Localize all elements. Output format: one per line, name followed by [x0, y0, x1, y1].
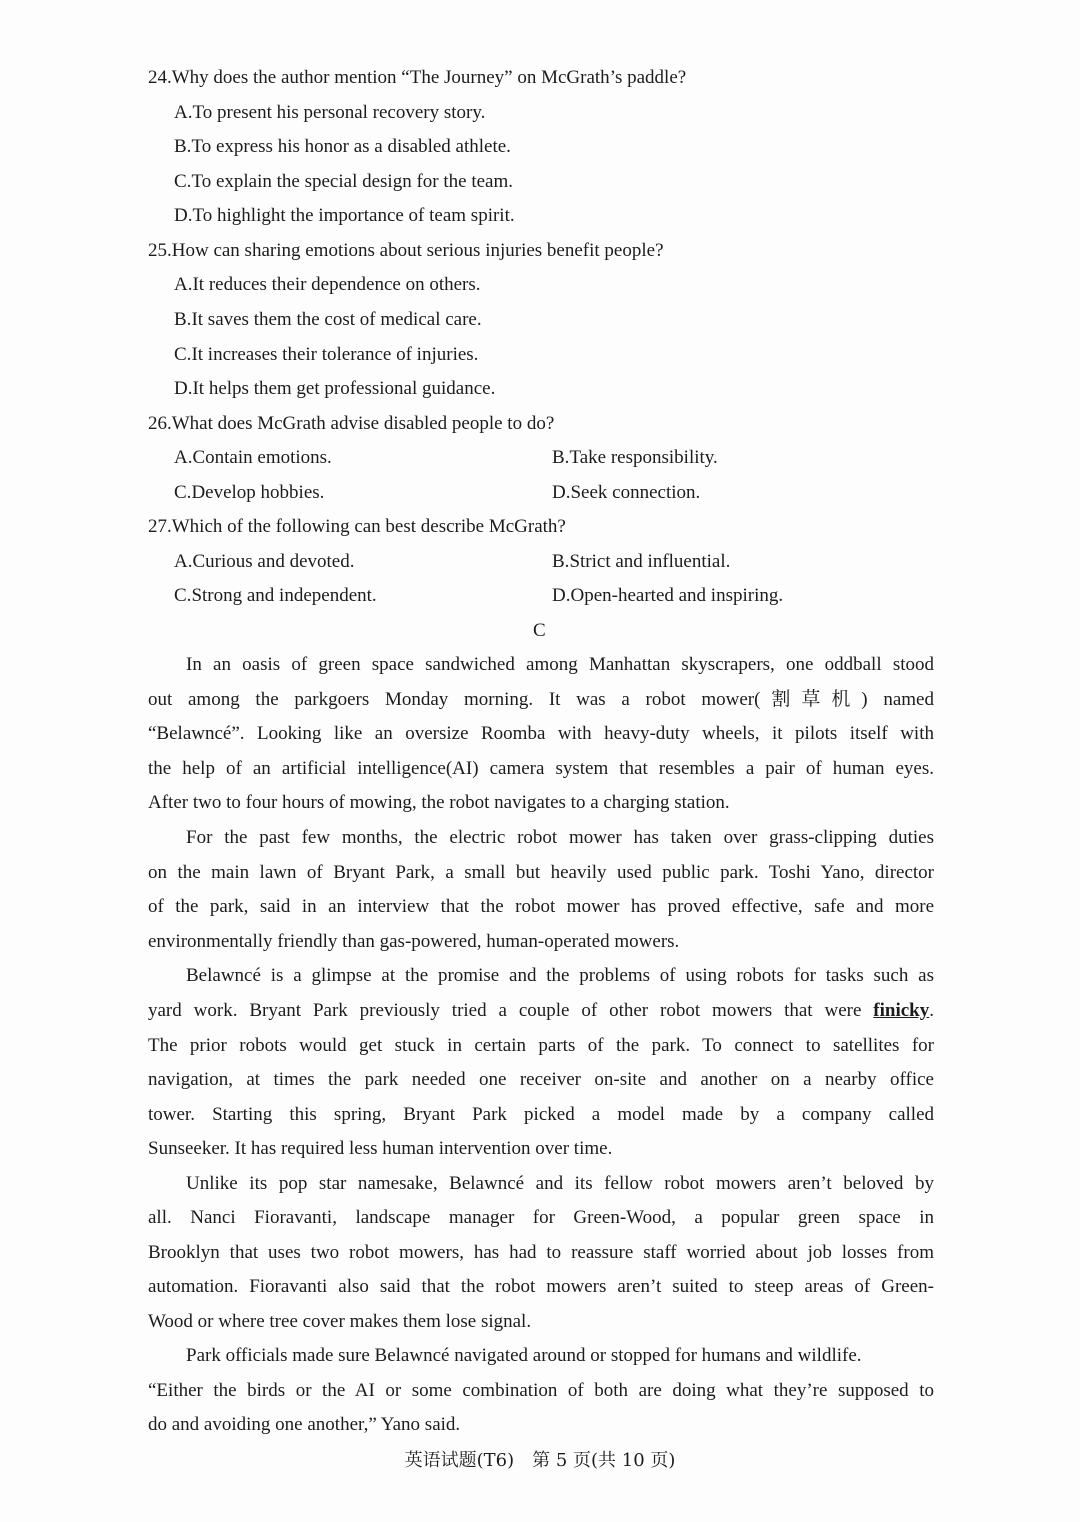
- question-text: How can sharing emotions about serious injuries benefit people?: [171, 240, 664, 261]
- passage-line: all. Nanci Fioravanti, landscape manager for Green-Wood, a popular green space in: [148, 1207, 934, 1228]
- q25-option-a: [174, 273, 481, 297]
- option-label: A.: [174, 447, 193, 468]
- option-text: It saves them the cost of medical care.: [191, 309, 482, 330]
- option-text: Curious and devoted.: [192, 551, 355, 572]
- passage-line: “Either the birds or the AI or some combination of both are doing what they’re supposed to: [148, 1380, 934, 1401]
- option-label: B.: [552, 551, 570, 572]
- option-text: To present his personal recovery story.: [192, 102, 486, 123]
- passage-line: Brooklyn that uses two robot mowers, has had to reassure staff worried about job losses from: [148, 1242, 934, 1263]
- option-text: It increases their tolerance of injuries.: [191, 344, 479, 365]
- passage-line: the help of an artificial intelligence(AI) camera system that resembles a pair of human eyes.: [148, 758, 934, 779]
- option-label: A.: [174, 551, 193, 572]
- q26-option-a: [174, 446, 332, 470]
- option-text: Seek connection.: [570, 482, 701, 503]
- option-text: Take responsibility.: [569, 447, 718, 468]
- option-text: To explain the special design for the team.: [191, 171, 513, 192]
- question-number: 27.: [148, 516, 172, 537]
- passage-line: Unlike its pop star namesake, Belawncé and its fellow robot mowers aren’t beloved by: [186, 1173, 934, 1194]
- passage-line: Park officials made sure Belawncé navigated around or stopped for humans and wildlife.: [186, 1345, 862, 1366]
- option-label: D.: [174, 205, 193, 226]
- option-text: It helps them get professional guidance.: [192, 378, 496, 399]
- question-27-stem: [148, 515, 566, 539]
- question-26-stem: [148, 412, 554, 436]
- question-number: 24.: [148, 67, 172, 88]
- q27-option-b: [552, 550, 730, 574]
- q26-option-d: [552, 481, 700, 505]
- question-number: 25.: [148, 240, 172, 261]
- q24-option-a: [174, 101, 485, 125]
- option-label: C.: [174, 482, 192, 503]
- passage-line: out among the parkgoers Monday morning. It was a robot mower(割草机) named: [148, 689, 934, 710]
- passage-line: After two to four hours of mowing, the robot navigates to a charging station.: [148, 792, 730, 813]
- option-text: It reduces their dependence on others.: [192, 274, 481, 295]
- option-text: Strong and independent.: [191, 585, 377, 606]
- option-text: Strict and influential.: [569, 551, 731, 572]
- question-text: What does McGrath advise disabled people to do?: [171, 413, 555, 434]
- passage-line: In an oasis of green space sandwiched among Manhattan skyscrapers, one oddball stood: [186, 654, 934, 675]
- passage-line: tower. Starting this spring, Bryant Park picked a model made by a company called: [148, 1104, 934, 1125]
- question-24-stem: [148, 66, 686, 90]
- section-heading: C: [533, 620, 546, 641]
- question-text: Which of the following can best describe McGrath?: [171, 516, 566, 537]
- passage-line: Sunseeker. It has required less human intervention over time.: [148, 1138, 613, 1159]
- option-label: D.: [552, 482, 571, 503]
- option-label: C.: [174, 171, 192, 192]
- passage-line: “Belawncé”. Looking like an oversize Roomba with heavy-duty wheels, it pilots itself with: [148, 723, 934, 744]
- underlined-vocab-word: finicky: [873, 1000, 930, 1021]
- option-label: A.: [174, 274, 193, 295]
- question-text: Why does the author mention “The Journey” on McGrath’s paddle?: [171, 67, 687, 88]
- q26-option-c: [174, 481, 324, 505]
- passage-line: automation. Fioravanti also said that the robot mowers aren’t suited to steep areas of Green-: [148, 1276, 934, 1297]
- option-text: Contain emotions.: [192, 447, 332, 468]
- passage-line: of the park, said in an interview that the robot mower has proved effective, safe and more: [148, 896, 934, 917]
- option-text: To highlight the importance of team spirit.: [192, 205, 515, 226]
- option-label: D.: [552, 585, 571, 606]
- q27-option-c: [174, 584, 377, 608]
- passage-line: on the main lawn of Bryant Park, a small but heavily used public park. Toshi Yano, director: [148, 862, 934, 883]
- passage-line: Belawncé is a glimpse at the promise and the problems of using robots for tasks such as: [186, 965, 934, 986]
- passage-text: yard work. Bryant Park previously tried a couple of other robot mowers that were: [148, 1000, 862, 1021]
- option-label: C.: [174, 585, 192, 606]
- passage-line: do and avoiding one another,” Yano said.: [148, 1414, 461, 1435]
- passage-line: The prior robots would get stuck in certain parts of the park. To connect to satellites for: [148, 1035, 934, 1056]
- passage-line: environmentally friendly than gas-powered, human-operated mowers.: [148, 931, 680, 952]
- page-footer: 英语试题(T6) 第 5 页(共 10 页): [404, 1450, 676, 1471]
- option-text: To express his honor as a disabled athlete.: [191, 136, 511, 157]
- q25-option-b: [174, 308, 482, 332]
- q25-option-d: [174, 377, 495, 401]
- passage-line-with-underlined-word: [148, 999, 934, 1023]
- passage-line: Wood or where tree cover makes them lose signal.: [148, 1311, 532, 1332]
- option-label: B.: [174, 309, 192, 330]
- option-label: B.: [174, 136, 192, 157]
- q27-option-d: [552, 584, 783, 608]
- q25-option-c: [174, 343, 478, 367]
- q24-option-b: [174, 135, 511, 159]
- q27-option-a: [174, 550, 355, 574]
- passage-line: navigation, at times the park needed one receiver on-site and another on a nearby office: [148, 1069, 934, 1090]
- question-number: 26.: [148, 413, 172, 434]
- option-text: Open-hearted and inspiring.: [570, 585, 784, 606]
- punctuation: .: [929, 1000, 934, 1021]
- q24-option-c: [174, 170, 513, 194]
- option-label: C.: [174, 344, 192, 365]
- option-label: D.: [174, 378, 193, 399]
- option-label: A.: [174, 102, 193, 123]
- q24-option-d: [174, 204, 515, 228]
- question-25-stem: [148, 239, 664, 263]
- q26-option-b: [552, 446, 718, 470]
- option-label: B.: [552, 447, 570, 468]
- option-text: Develop hobbies.: [191, 482, 325, 503]
- passage-line: For the past few months, the electric robot mower has taken over grass-clipping duties: [186, 827, 934, 848]
